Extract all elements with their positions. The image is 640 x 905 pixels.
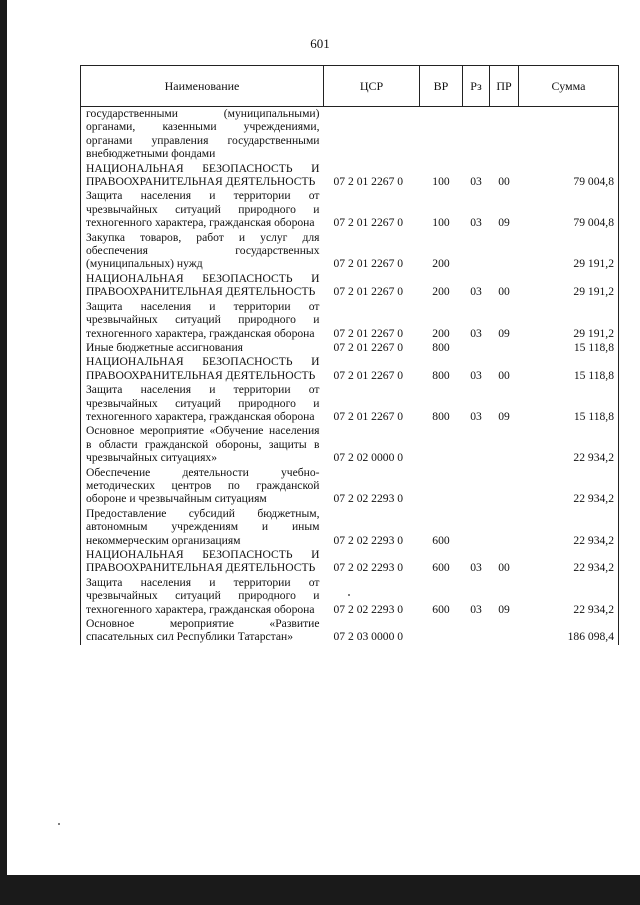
cell-pr: 00 xyxy=(498,368,510,382)
cell-csr: 07 2 01 2267 0 xyxy=(333,175,404,189)
cell-rz xyxy=(463,341,490,355)
cell-pr xyxy=(490,424,519,465)
cell-pr: 09 xyxy=(498,326,510,340)
cell-sum: 29 191,2 xyxy=(519,300,619,341)
cell-name: Иные бюджетные ассигнования xyxy=(81,341,324,355)
table-row xyxy=(81,231,619,272)
cell-rz: 03 xyxy=(470,561,482,575)
cell-rz: 03 xyxy=(470,216,482,230)
cell-vr xyxy=(420,107,463,162)
cell-name: Защита населения и территории от чрезвычайных ситуаций природного и техногенного характера, гражданская оборона xyxy=(81,383,324,424)
cell-vr: 200 xyxy=(432,285,450,299)
cell-name: Закупка товаров, работ и услуг для обеспечения государственных (муниципальных) нужд xyxy=(81,231,324,272)
table-row xyxy=(81,189,619,230)
table-header xyxy=(81,66,619,107)
cell-csr: 07 2 01 2267 0 xyxy=(333,285,404,299)
header-name: Наименование xyxy=(81,66,324,107)
cell-csr: 07 2 02 2293 0 xyxy=(333,492,404,506)
table-row xyxy=(81,466,619,507)
cell-csr xyxy=(324,107,420,162)
cell-sum: 186 098,4 xyxy=(519,617,619,645)
cell-csr: 07 2 01 2267 0 xyxy=(333,216,404,230)
cell-rz: 03 xyxy=(470,602,482,616)
cell-csr: 07 2 01 2267 0 xyxy=(333,326,404,340)
cell-vr: 200 xyxy=(432,326,450,340)
cell-rz xyxy=(463,107,490,162)
header-vr: ВР xyxy=(420,66,463,107)
table-row xyxy=(81,617,619,645)
cell-name: НАЦИОНАЛЬНАЯ БЕЗОПАСНОСТЬ И ПРАВООХРАНИТЕЛЬНАЯ ДЕЯТЕЛЬНОСТЬ xyxy=(81,355,324,383)
cell-pr xyxy=(490,507,519,548)
cell-sum: 22 934,2 xyxy=(519,548,619,576)
cell-pr: 09 xyxy=(498,409,510,423)
cell-name: Защита населения и территории от чрезвычайных ситуаций природного и техногенного характера, гражданская оборона xyxy=(81,576,324,617)
cell-vr xyxy=(420,466,463,507)
cell-rz: 03 xyxy=(470,285,482,299)
cell-vr xyxy=(420,424,463,465)
scan-edge-left xyxy=(0,0,7,905)
scan-speck xyxy=(348,594,350,596)
budget-table xyxy=(80,65,619,645)
cell-sum: 79 004,8 xyxy=(519,189,619,230)
cell-sum: 22 934,2 xyxy=(519,424,619,465)
cell-sum: 29 191,2 xyxy=(519,272,619,300)
cell-name: НАЦИОНАЛЬНАЯ БЕЗОПАСНОСТЬ И ПРАВООХРАНИТЕЛЬНАЯ ДЕЯТЕЛЬНОСТЬ xyxy=(81,548,324,576)
table-row xyxy=(81,576,619,617)
cell-sum: 22 934,2 xyxy=(519,507,619,548)
cell-name: Защита населения и территории от чрезвычайных ситуаций природного и техногенного характера, гражданская оборона xyxy=(81,189,324,230)
cell-pr xyxy=(490,231,519,272)
header-sum: Сумма xyxy=(519,66,619,107)
cell-vr xyxy=(420,617,463,645)
cell-vr: 600 xyxy=(432,533,450,547)
table-row xyxy=(81,300,619,341)
cell-rz xyxy=(463,507,490,548)
cell-pr xyxy=(490,341,519,355)
cell-rz xyxy=(463,466,490,507)
cell-vr: 100 xyxy=(432,216,450,230)
cell-name: НАЦИОНАЛЬНАЯ БЕЗОПАСНОСТЬ И ПРАВООХРАНИТЕЛЬНАЯ ДЕЯТЕЛЬНОСТЬ xyxy=(81,162,324,190)
table-row xyxy=(81,507,619,548)
cell-vr: 600 xyxy=(432,561,450,575)
cell-sum: 15 118,8 xyxy=(519,341,619,355)
table-row xyxy=(81,383,619,424)
table-row xyxy=(81,355,619,383)
cell-sum: 15 118,8 xyxy=(519,355,619,383)
table-row xyxy=(81,162,619,190)
cell-csr: 07 2 02 0000 0 xyxy=(333,451,404,465)
cell-sum: 22 934,2 xyxy=(519,576,619,617)
table-row xyxy=(81,272,619,300)
cell-pr xyxy=(490,107,519,162)
cell-pr: 09 xyxy=(498,216,510,230)
cell-csr: 07 2 01 2267 0 xyxy=(333,257,404,271)
cell-vr: 200 xyxy=(432,257,450,271)
cell-vr: 800 xyxy=(432,409,450,423)
cell-rz: 03 xyxy=(470,326,482,340)
cell-csr: 07 2 02 2293 0 xyxy=(333,561,404,575)
scan-speck xyxy=(58,823,60,825)
cell-name: Основное мероприятие «Обучение населения в области гражданской обороны, защиты в чрезвычайных ситуациях» xyxy=(81,424,324,465)
cell-csr: 07 2 01 2267 0 xyxy=(333,368,404,382)
cell-csr: 07 2 02 2293 0 xyxy=(333,533,404,547)
cell-sum: 79 004,8 xyxy=(519,162,619,190)
cell-name: государственными (муниципальными) органами, казенными учреждениями, органами управления государственными внебюджетными фондами xyxy=(81,107,324,162)
cell-pr xyxy=(490,617,519,645)
cell-name: НАЦИОНАЛЬНАЯ БЕЗОПАСНОСТЬ И ПРАВООХРАНИТЕЛЬНАЯ ДЕЯТЕЛЬНОСТЬ xyxy=(81,272,324,300)
cell-csr: 07 2 01 2267 0 xyxy=(333,340,404,354)
header-rz: Рз xyxy=(463,66,490,107)
cell-pr: 00 xyxy=(498,285,510,299)
cell-rz xyxy=(463,617,490,645)
cell-pr: 00 xyxy=(498,175,510,189)
cell-name: Предоставление субсидий бюджетным, автономным учреждениям и иным некоммерческим организациям xyxy=(81,507,324,548)
cell-rz: 03 xyxy=(470,368,482,382)
cell-vr: 800 xyxy=(432,340,450,354)
cell-rz xyxy=(463,424,490,465)
table-body xyxy=(81,107,619,645)
cell-name: Обеспечение деятельности учебно-методических центров по гражданской обороне и чрезвычайным ситуациям xyxy=(81,466,324,507)
cell-pr: 09 xyxy=(498,602,510,616)
cell-sum: 29 191,2 xyxy=(519,231,619,272)
cell-name: Основное мероприятие «Развитие спасательных сил Республики Татарстан» xyxy=(81,617,324,645)
cell-csr: 07 2 01 2267 0 xyxy=(333,409,404,423)
cell-rz: 03 xyxy=(470,175,482,189)
cell-pr xyxy=(490,466,519,507)
cell-csr: 07 2 03 0000 0 xyxy=(333,630,404,644)
cell-name: Защита населения и территории от чрезвычайных ситуаций природного и техногенного характера, гражданская оборона xyxy=(81,300,324,341)
cell-vr: 600 xyxy=(432,602,450,616)
cell-pr: 00 xyxy=(498,561,510,575)
page-number: 601 xyxy=(310,36,330,51)
cell-vr: 100 xyxy=(432,175,450,189)
cell-rz: 03 xyxy=(470,409,482,423)
header-pr: ПР xyxy=(490,66,519,107)
cell-sum: 22 934,2 xyxy=(519,466,619,507)
cell-csr: 07 2 02 2293 0 xyxy=(333,602,404,616)
cell-rz xyxy=(463,231,490,272)
scan-edge-bottom xyxy=(0,875,640,905)
cell-sum xyxy=(519,107,619,162)
table-row xyxy=(81,341,619,355)
table-row xyxy=(81,424,619,465)
cell-vr: 800 xyxy=(432,368,450,382)
header-csr: ЦСР xyxy=(324,66,420,107)
table-row xyxy=(81,107,619,162)
table-row xyxy=(81,548,619,576)
cell-sum: 15 118,8 xyxy=(519,383,619,424)
